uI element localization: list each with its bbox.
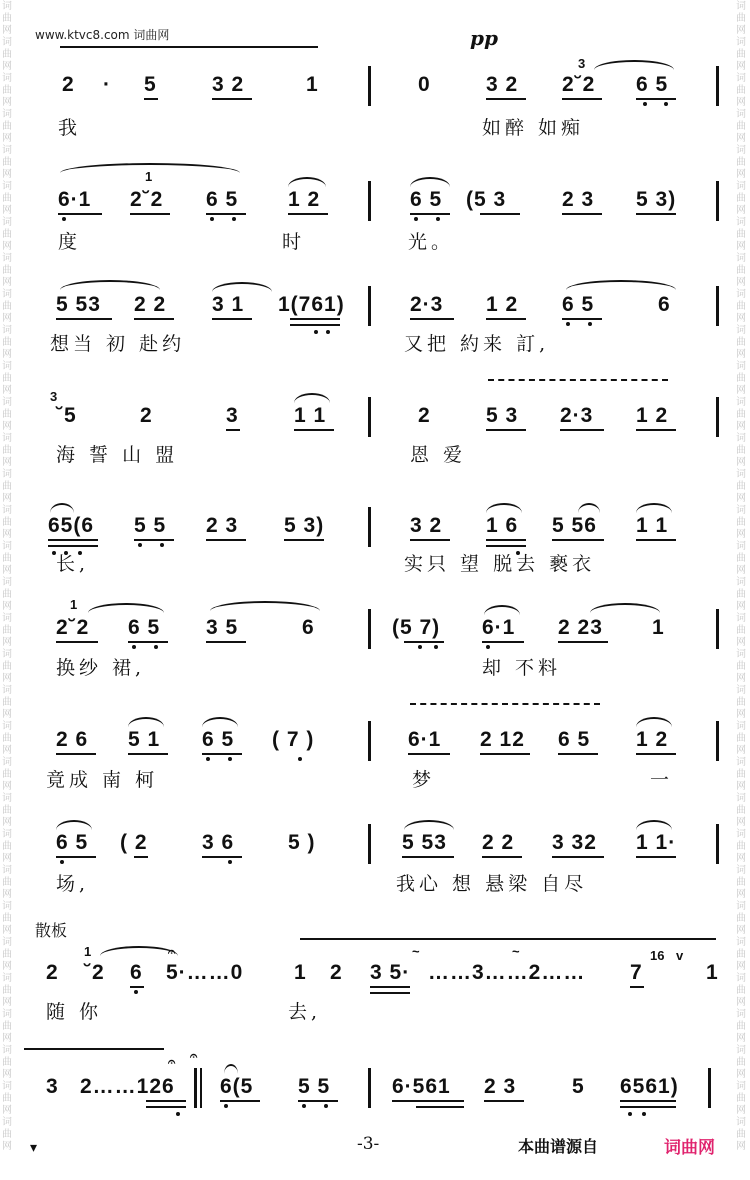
watermark-glyph: 曲 (2, 265, 12, 276)
note: 2˘2 (562, 73, 596, 96)
watermark-glyph: 曲 (736, 985, 746, 996)
watermark-glyph: 网 (736, 709, 746, 720)
watermark-glyph: 曲 (736, 661, 746, 672)
corner-mark: ▾ (30, 1140, 38, 1156)
watermark-glyph: 词 (2, 1045, 12, 1056)
watermark-glyph: 曲 (736, 1093, 746, 1104)
watermark-glyph: 曲 (736, 733, 746, 744)
lyric: 我 (58, 117, 82, 139)
watermark-glyph: 词 (2, 289, 12, 300)
watermark-glyph: 词 (2, 181, 12, 192)
watermark-glyph: 词 (736, 325, 746, 336)
watermark-glyph: 网 (736, 457, 746, 468)
watermark-glyph: 网 (2, 313, 12, 324)
tempo-mark: 散板 (35, 921, 68, 940)
watermark-glyph: 曲 (736, 265, 746, 276)
watermark-glyph: 词 (2, 757, 12, 768)
watermark-glyph: 词 (736, 793, 746, 804)
lyric: 海 誓 山 盟 (56, 444, 179, 466)
note: · (103, 73, 111, 96)
watermark-glyph: 网 (736, 277, 746, 288)
watermark-glyph: 网 (736, 745, 746, 756)
watermark-glyph: 网 (2, 25, 12, 36)
watermark-glyph: 词 (2, 865, 12, 876)
watermark-glyph: 词 (2, 361, 12, 372)
lyric: 却 不料 (482, 657, 562, 679)
watermark-glyph: 曲 (2, 13, 12, 24)
watermark-glyph: 词 (736, 73, 746, 84)
watermark-glyph: 网 (2, 1033, 12, 1044)
watermark-glyph: 网 (2, 241, 12, 252)
watermark-glyph: 词 (2, 1009, 12, 1020)
watermark-glyph: 网 (2, 745, 12, 756)
watermark-glyph: 曲 (736, 625, 746, 636)
watermark-glyph: 网 (2, 853, 12, 864)
lyric: 又把 約来 訂, (404, 333, 550, 355)
lyric: 场, (56, 873, 90, 895)
score-row-1: 2 · 5 3 2 1 0 3 2 3 2˘2 6 5 (0, 72, 750, 106)
watermark-glyph: 曲 (2, 913, 12, 924)
watermark-glyph: 曲 (2, 697, 12, 708)
lyric: 实只 望 脱去 褻衣 (404, 553, 596, 575)
watermark-glyph: 词 (736, 1081, 746, 1092)
score-row-10: 3 2……126 𝄐 𝄐 6(5 5 5 6·561 2 3 5 6561) (0, 1074, 750, 1108)
page-number: -3- (357, 1134, 380, 1154)
watermark-glyph: 曲 (736, 1057, 746, 1068)
watermark-glyph: 曲 (2, 337, 12, 348)
watermark-glyph: 曲 (2, 805, 12, 816)
watermark-glyph: 曲 (2, 661, 12, 672)
watermark-glyph: 曲 (2, 1093, 12, 1104)
watermark-glyph: 词 (2, 685, 12, 696)
watermark-glyph: 词 (736, 685, 746, 696)
watermark-glyph: 曲 (736, 337, 746, 348)
watermark-glyph: 曲 (2, 553, 12, 564)
watermark-glyph: 网 (736, 421, 746, 432)
watermark-glyph: 网 (2, 565, 12, 576)
lyric: 度 (58, 231, 82, 253)
watermark-glyph: 曲 (736, 589, 746, 600)
watermark-glyph: 曲 (2, 589, 12, 600)
watermark-glyph: 曲 (2, 157, 12, 168)
watermark-glyph: 词 (2, 613, 12, 624)
watermark-glyph: 词 (736, 1009, 746, 1020)
watermark-glyph: 网 (2, 925, 12, 936)
watermark-glyph: 词 (2, 37, 12, 48)
watermark-glyph: 网 (2, 421, 12, 432)
watermark-glyph: 网 (736, 313, 746, 324)
watermark-glyph: 网 (736, 601, 746, 612)
watermark-glyph: 词 (736, 181, 746, 192)
watermark-glyph: 词 (736, 361, 746, 372)
watermark-glyph: 词 (736, 1045, 746, 1056)
lyric: 恩 爱 (410, 444, 467, 466)
watermark-glyph: 网 (736, 781, 746, 792)
watermark-glyph: 曲 (736, 697, 746, 708)
lyric: 长, (56, 553, 90, 575)
watermark-glyph: 词 (736, 973, 746, 984)
watermark-glyph: 词 (736, 289, 746, 300)
dynamic-mark: pp (470, 26, 498, 50)
watermark-glyph: 词 (736, 217, 746, 228)
watermark-glyph: 词 (2, 325, 12, 336)
watermark-glyph: 词 (2, 397, 12, 408)
watermark-glyph: 词 (2, 937, 12, 948)
watermark-glyph: 曲 (2, 49, 12, 60)
watermark-glyph: 曲 (2, 517, 12, 528)
watermark-glyph: 词 (736, 613, 746, 624)
watermark-glyph: 曲 (2, 841, 12, 852)
watermark-glyph: 网 (736, 205, 746, 216)
watermark-glyph: 网 (736, 385, 746, 396)
watermark-glyph: 网 (736, 961, 746, 972)
watermark-glyph: 网 (2, 349, 12, 360)
watermark-glyph: 词 (2, 145, 12, 156)
watermark-glyph: 曲 (2, 769, 12, 780)
watermark-glyph: 网 (736, 1141, 746, 1152)
watermark-glyph: 网 (736, 1069, 746, 1080)
watermark-glyph: 网 (736, 1105, 746, 1116)
watermark-glyph: 曲 (736, 121, 746, 132)
watermark-glyph: 曲 (736, 157, 746, 168)
watermark-glyph: 词 (2, 253, 12, 264)
source-text: 本曲谱源自 (518, 1137, 599, 1156)
watermark-glyph: 词 (2, 109, 12, 120)
watermark-glyph: 词 (2, 577, 12, 588)
score-row-4: 3 ˘5 2 3 1 1 2 5 3 2·3 1 2 (0, 403, 750, 437)
watermark-glyph: 词 (736, 937, 746, 948)
watermark-glyph: 词 (736, 757, 746, 768)
watermark-glyph: 曲 (2, 85, 12, 96)
watermark-glyph: 词 (2, 721, 12, 732)
watermark-glyph: 词 (736, 109, 746, 120)
watermark-glyph: 网 (736, 349, 746, 360)
watermark-glyph: 曲 (736, 913, 746, 924)
watermark-glyph: 曲 (736, 481, 746, 492)
watermark-glyph: 曲 (2, 1021, 12, 1032)
watermark-glyph: 网 (2, 709, 12, 720)
watermark-glyph: 网 (736, 889, 746, 900)
watermark-glyph: 曲 (736, 409, 746, 420)
watermark-glyph: 曲 (2, 733, 12, 744)
score-row-8: 6 5 ( 2 3 6 5 ) 5 53 2 2 3 32 1 1· (0, 830, 750, 864)
watermark-glyph: 曲 (2, 1057, 12, 1068)
watermark-glyph: 词 (2, 1081, 12, 1092)
watermark-glyph: 网 (736, 1033, 746, 1044)
watermark-glyph: 词 (736, 253, 746, 264)
watermark-glyph: 曲 (2, 1129, 12, 1140)
watermark-glyph: 曲 (736, 1129, 746, 1140)
site-header: www.ktvc8.com 词曲网 (35, 28, 170, 42)
watermark-glyph: 网 (2, 493, 12, 504)
note: 1 (306, 73, 319, 96)
watermark-glyph: 曲 (736, 85, 746, 96)
watermark-glyph: 曲 (736, 229, 746, 240)
watermark-glyph: 网 (2, 133, 12, 144)
watermark-glyph: 词 (736, 901, 746, 912)
watermark-glyph: 曲 (736, 841, 746, 852)
note: 0 (418, 73, 431, 96)
watermark-glyph: 网 (2, 205, 12, 216)
watermark-glyph: 词 (2, 901, 12, 912)
watermark-glyph: 网 (736, 529, 746, 540)
lyric: 梦 (412, 769, 436, 791)
score-row-6: 1 2˘2 6 5 3 5 6 (5 7) 6·1 2 23 1 (0, 615, 750, 649)
watermark-glyph: 词 (2, 1117, 12, 1128)
lyric: 想当 初 赴约 (50, 333, 186, 355)
watermark-glyph: 词 (736, 397, 746, 408)
watermark-glyph: 词 (736, 469, 746, 480)
note: 3 2 (212, 73, 245, 96)
watermark-glyph: 词 (2, 217, 12, 228)
watermark-glyph: 网 (2, 781, 12, 792)
watermark-glyph: 网 (2, 61, 12, 72)
score-row-3: 5 53 2 2 3 1 1(761) 2·3 1 2 6 5 6 (0, 292, 750, 326)
watermark-glyph: 网 (2, 817, 12, 828)
watermark-glyph: 曲 (736, 769, 746, 780)
watermark-glyph: 曲 (736, 301, 746, 312)
lyric: 随 你 (46, 1001, 103, 1023)
watermark-glyph: 网 (736, 25, 746, 36)
watermark-glyph: 词 (736, 37, 746, 48)
watermark-glyph: 词 (2, 541, 12, 552)
watermark-glyph: 网 (2, 673, 12, 684)
watermark-glyph: 曲 (2, 409, 12, 420)
score-row-2: 6·1 1 2˘2 6 5 1 2 6 5 (5 3 2 3 5 3) (0, 187, 750, 221)
watermark-glyph: 词 (2, 793, 12, 804)
lyric: 去, (288, 1001, 322, 1023)
watermark-glyph: 曲 (2, 193, 12, 204)
lyric: 我心 想 悬梁 自尽 (396, 873, 588, 895)
watermark-glyph: 网 (736, 637, 746, 648)
watermark-glyph: 曲 (2, 877, 12, 888)
watermark-glyph: 词 (2, 829, 12, 840)
watermark-glyph: 网 (2, 277, 12, 288)
watermark-glyph: 词 (2, 1, 12, 12)
note: 2 (62, 73, 75, 96)
watermark-glyph: 网 (736, 493, 746, 504)
watermark-glyph: 网 (736, 133, 746, 144)
lyric: 时 (282, 231, 306, 253)
watermark-glyph: 词 (736, 721, 746, 732)
watermark-glyph: 曲 (736, 877, 746, 888)
watermark-glyph: 词 (736, 433, 746, 444)
score-row-7: 2 6 5 1 6 5 ( 7 ) 6·1 2 12 6 5 1 2 (0, 727, 750, 761)
watermark-glyph: 网 (736, 169, 746, 180)
watermark-glyph: 曲 (2, 301, 12, 312)
watermark-glyph: 网 (736, 673, 746, 684)
watermark-glyph: 网 (736, 817, 746, 828)
watermark-glyph: 网 (736, 997, 746, 1008)
watermark-glyph: 曲 (736, 517, 746, 528)
watermark-glyph: 网 (2, 385, 12, 396)
watermark-glyph: 网 (2, 889, 12, 900)
watermark-glyph: 网 (2, 1069, 12, 1080)
watermark-glyph: 词 (736, 577, 746, 588)
watermark-glyph: 网 (736, 853, 746, 864)
lyric: 换纱 裙, (56, 657, 146, 679)
watermark-glyph: 曲 (2, 985, 12, 996)
watermark-glyph: 曲 (736, 193, 746, 204)
watermark-glyph: 词 (736, 649, 746, 660)
watermark-glyph: 曲 (736, 49, 746, 60)
lyric: 竟成 南 柯 (46, 769, 159, 791)
watermark-glyph: 网 (736, 925, 746, 936)
watermark-glyph: 曲 (736, 445, 746, 456)
watermark-glyph: 曲 (736, 805, 746, 816)
watermark-glyph: 词 (736, 145, 746, 156)
watermark-glyph: 网 (2, 97, 12, 108)
watermark-glyph: 词 (736, 1, 746, 12)
watermark-glyph: 曲 (2, 625, 12, 636)
watermark-glyph: 曲 (2, 121, 12, 132)
watermark-glyph: 词 (2, 73, 12, 84)
watermark-glyph: 曲 (2, 229, 12, 240)
watermark-glyph: 网 (2, 601, 12, 612)
note: 5 (144, 73, 157, 96)
watermark-glyph: 曲 (2, 445, 12, 456)
watermark-glyph: 词 (2, 973, 12, 984)
watermark-glyph: 词 (2, 505, 12, 516)
site-logo[interactable]: 词曲网 (664, 1138, 715, 1158)
watermark-glyph: 词 (736, 1117, 746, 1128)
watermark-glyph: 词 (736, 865, 746, 876)
watermark-glyph: 曲 (736, 949, 746, 960)
watermark-glyph: 网 (2, 961, 12, 972)
watermark-glyph: 曲 (736, 1021, 746, 1032)
watermark-glyph: 曲 (736, 373, 746, 384)
watermark-glyph: 网 (2, 637, 12, 648)
watermark-glyph: 词 (736, 829, 746, 840)
watermark-glyph: 词 (2, 433, 12, 444)
watermark-glyph: 曲 (2, 373, 12, 384)
watermark-glyph: 词 (2, 469, 12, 480)
score-row-9: 2 1 ˘2 6 5·……0 𝄐 1 2 3 5· ……3……2…… ~ ~ 7 16 v 1 (0, 960, 750, 994)
watermark-glyph: 曲 (2, 481, 12, 492)
watermark-glyph: 曲 (736, 553, 746, 564)
watermark-glyph: 曲 (2, 949, 12, 960)
watermark-glyph: 网 (2, 529, 12, 540)
watermark-glyph: 网 (2, 457, 12, 468)
watermark-glyph: 网 (2, 1105, 12, 1116)
watermark-glyph: 网 (2, 997, 12, 1008)
watermark-glyph: 词 (2, 649, 12, 660)
watermark-glyph: 网 (2, 169, 12, 180)
lyric: 光。 (408, 231, 455, 253)
watermark-glyph: 词 (736, 541, 746, 552)
note: 3 2 (486, 73, 519, 96)
watermark-glyph: 网 (736, 241, 746, 252)
watermark-glyph: 网 (736, 565, 746, 576)
score-row-5: 65(6 5 5 2 3 5 3) 3 2 1 6 5 56 1 1 (0, 513, 750, 547)
watermark-glyph: 网 (736, 61, 746, 72)
watermark-glyph: 曲 (736, 13, 746, 24)
watermark-glyph: 网 (2, 1141, 12, 1152)
note: 6 5 (636, 73, 669, 96)
watermark-glyph: 网 (736, 97, 746, 108)
watermark-glyph: 词 (736, 505, 746, 516)
lyric: 一 (650, 769, 674, 791)
lyric: 如醉 如痴 (482, 117, 585, 139)
